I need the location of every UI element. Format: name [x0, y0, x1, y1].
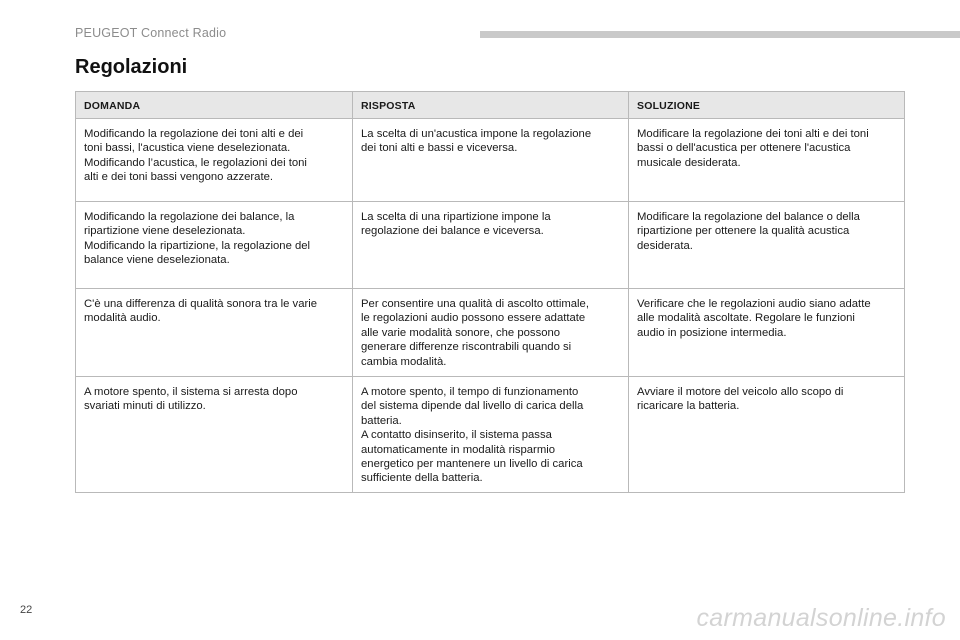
- table-row: [76, 119, 905, 202]
- answer-cell: La scelta di una ripartizione impone la regolazione dei balance e viceversa.: [353, 202, 629, 289]
- table-row: [76, 202, 905, 289]
- header-rule: [480, 31, 960, 38]
- column-header-soluzione: SOLUZIONE: [629, 92, 905, 119]
- answer-cell: Per consentire una qualità di ascolto ottimale, le regolazioni audio possono essere adattate alle varie modalità sonore, che possono generare differenze riscontrabili quando si cambia modalità.: [353, 289, 629, 377]
- page-number: 22: [20, 604, 33, 616]
- answer-cell: A motore spento, il tempo di funzionamento del sistema dipende dal livello di carica della batteria. A contatto disinserito, il sistema passa automaticamente in modalità risparmio energetico per mantenere un livello di carica sufficiente della batteria.: [353, 377, 629, 493]
- table-row: [76, 377, 905, 493]
- manual-header-title: PEUGEOT Connect Radio: [75, 26, 227, 40]
- column-header-domanda: DOMANDA: [76, 92, 353, 119]
- watermark-text: carmanualsonline.info: [696, 604, 946, 632]
- solution-cell: Verificare che le regolazioni audio siano adatte alle modalità ascoltate. Regolare le funzioni audio in posizione intermedia.: [629, 289, 905, 377]
- column-header-risposta: RISPOSTA: [353, 92, 629, 119]
- question-cell: Modificando la regolazione dei balance, la ripartizione viene deselezionata. Modificando la ripartizione, la regolazione del balance viene deselezionata.: [76, 202, 353, 289]
- question-cell: C'è una differenza di qualità sonora tra le varie modalità audio.: [76, 289, 353, 377]
- table-header-row: [76, 92, 905, 119]
- table-row: [76, 289, 905, 377]
- question-cell: Modificando la regolazione dei toni alti e dei toni bassi, l'acustica viene deselezionata. Modificando l’acustica, le regolazioni dei toni alti e dei toni bassi vengono azzerate.: [76, 119, 353, 202]
- solution-cell: Modificare la regolazione del balance o della ripartizione per ottenere la qualità acustica desiderata.: [629, 202, 905, 289]
- solution-cell: Avviare il motore del veicolo allo scopo di ricaricare la batteria.: [629, 377, 905, 493]
- solution-cell: Modificare la regolazione dei toni alti e dei toni bassi o dell'acustica per ottenere l'acustica musicale desiderata.: [629, 119, 905, 202]
- answer-cell: La scelta di un'acustica impone la regolazione dei toni alti e bassi e viceversa.: [353, 119, 629, 202]
- faq-table: [75, 91, 905, 493]
- question-cell: A motore spento, il sistema si arresta dopo svariati minuti di utilizzo.: [76, 377, 353, 493]
- section-title: Regolazioni: [75, 56, 188, 78]
